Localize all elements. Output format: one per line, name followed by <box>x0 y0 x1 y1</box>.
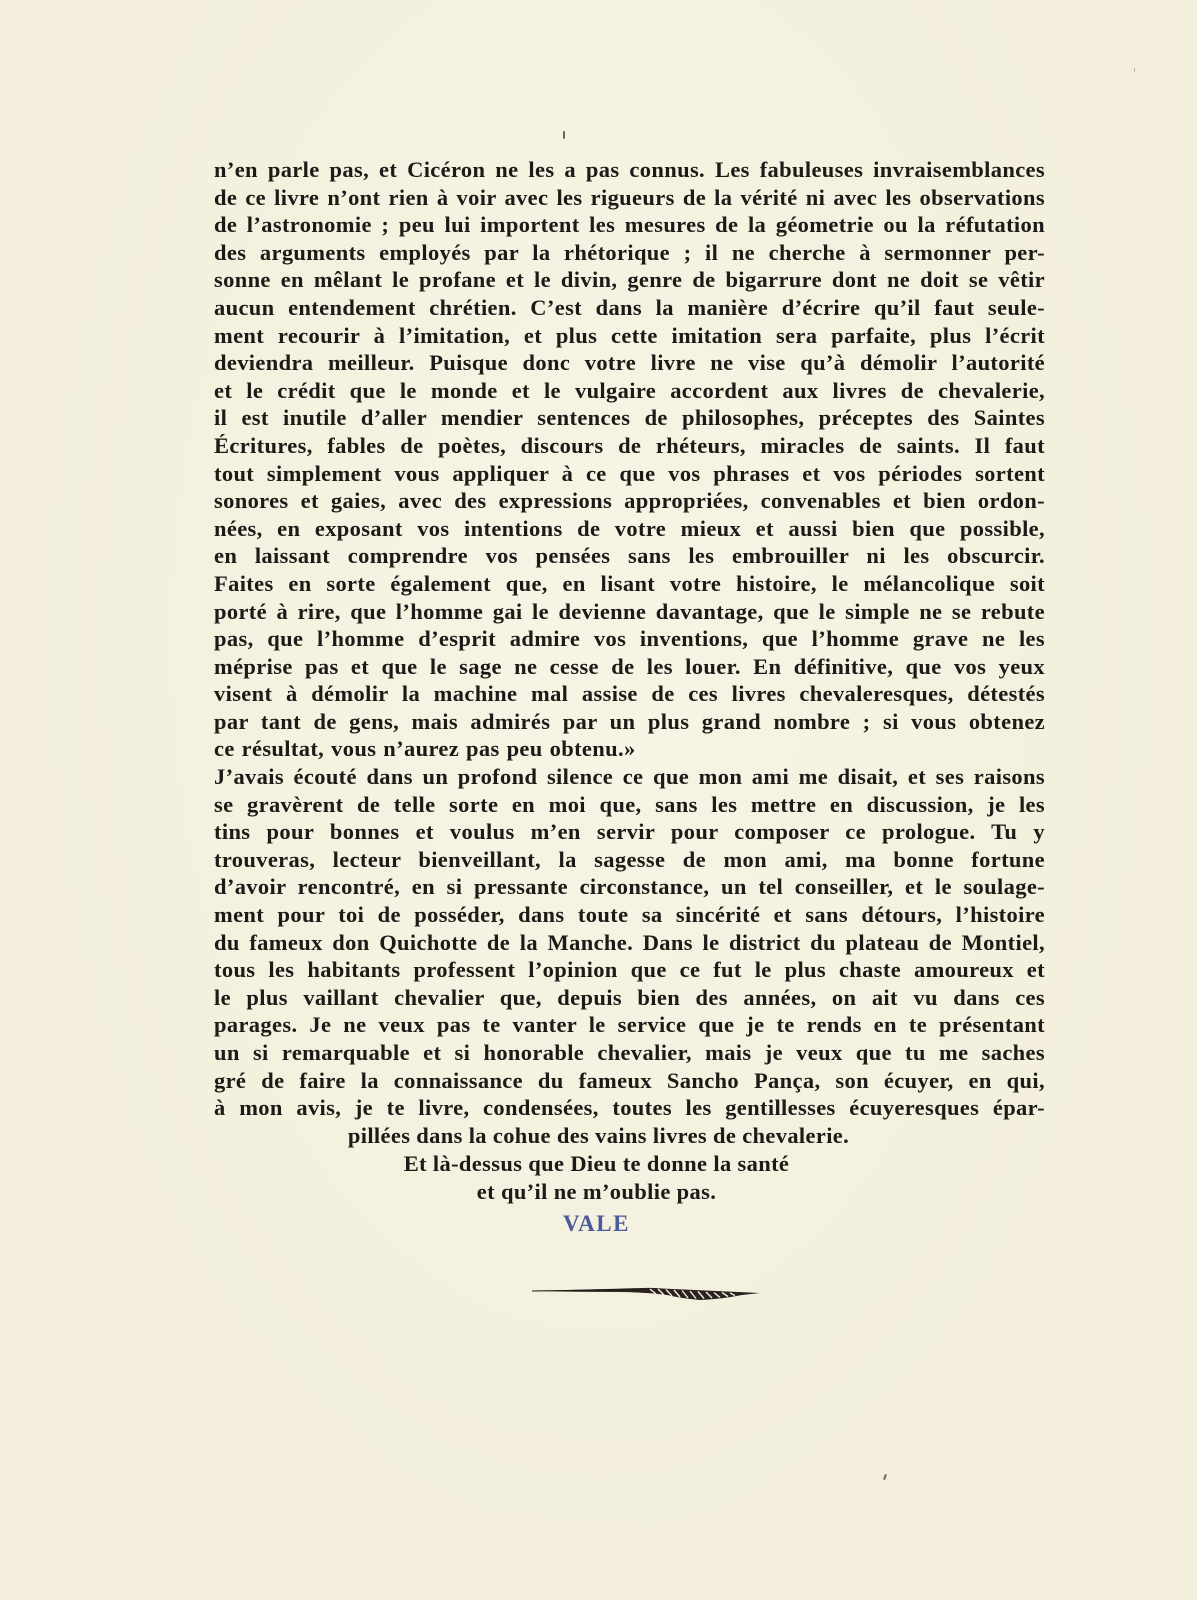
text-line: trouveras, lecteur bienveillant, la sagesse de mon ami, ma bonne fortune <box>214 846 1045 872</box>
closing-line: Et là-dessus que Dieu te donne la santé <box>403 1151 790 1176</box>
closing-line: pillées dans la cohue des vains livres de chevalerie. <box>347 1123 850 1148</box>
text-line: ment pour toi de posséder, dans toute sa sincérité et sans détours, l’histoire <box>214 902 1045 928</box>
text-line: d’avoir rencontré, en si pressante circonstance, un tel conseiller, et le soulage- <box>214 874 1045 900</box>
text-line-paragraph-end: ce résultat, vous n’aurez pas peu obtenu.» <box>214 736 636 762</box>
paper-speck <box>563 131 565 139</box>
text-line: ment recourir à l’imitation, et plus cette imitation sera parfaite, plus l’écrit <box>214 322 1045 348</box>
text-line: de ce livre n’ont rien à voir avec les rigueurs de la vérité ni avec les observations <box>214 184 1045 210</box>
text-line: tous les habitants professent l’opinion que ce fut le plus chaste amoureux et <box>214 957 1045 983</box>
text-line: à mon avis, je te livre, condensées, toutes les gentillesses écuyeresques épar- <box>214 1095 1045 1121</box>
text-line: des arguments employés par la rhétorique ; il ne cherche à sermonner per- <box>214 239 1045 265</box>
text-line: sonne en mêlant le profane et le divin, genre de bigarrure dont ne doit se vêtir <box>214 267 1045 293</box>
text-line: du fameux don Quichotte de la Manche. Dans le district du plateau de Montiel, <box>214 929 1045 955</box>
text-line: deviendra meilleur. Puisque donc votre livre ne vise qu’à démolir l’autorité <box>214 350 1045 376</box>
signature-vale: VALE <box>563 1211 630 1236</box>
text-line: sonores et gaies, avec des expressions appropriées, convenables et bien ordon- <box>214 488 1045 514</box>
text-line: visent à démolir la machine mal assise de ces livres chevaleresques, détestés <box>214 681 1045 707</box>
text-line: de l’astronomie ; peu lui importent les mesures de la géometrie ou la réfutation <box>214 212 1045 238</box>
text-line: Faites en sorte également que, en lisant votre histoire, le mélancolique soit <box>214 570 1045 596</box>
text-line: pas, que l’homme d’esprit admire vos inventions, que l’homme grave ne les <box>214 626 1045 652</box>
text-line: J’avais écouté dans un profond silence ce que mon ami me disait, et ses raisons <box>214 764 1045 790</box>
text-line: en laissant comprendre vos pensées sans les embrouiller ni les obscurcir. <box>214 543 1045 569</box>
body-text <box>214 156 1045 1122</box>
paper-speck <box>1134 68 1135 72</box>
text-line: par tant de gens, mais admirés par un plus grand nombre ; si vous obtenez <box>214 708 1045 734</box>
text-line: parages. Je ne veux pas te vanter le service que je te rends en te présentant <box>214 1012 1045 1038</box>
text-line: tins pour bonnes et voulus m’en servir pour composer ce prologue. Tu y <box>214 819 1045 845</box>
text-line: tout simplement vous appliquer à ce que vos phrases et vos périodes sortent <box>214 460 1045 486</box>
text-line: n’en parle pas, et Cicéron ne les a pas connus. Les fabuleuses invraisemblances <box>214 157 1045 182</box>
text-line: il est inutile d’aller mendier sentences de philosophes, préceptes des Saintes <box>214 405 1045 431</box>
text-line: aucun entendement chrétien. C’est dans la manière d’écrire qu’il faut seule- <box>214 294 1045 320</box>
text-line: un si remarquable et si honorable chevalier, mais je veux que tu me saches <box>214 1040 1045 1065</box>
text-line: Écritures, fables de poètes, discours de rhéteurs, miracles de saints. Il faut <box>214 432 1045 458</box>
text-line: gré de faire la connaissance du fameux Sancho Pança, son écuyer, en qui, <box>214 1067 1045 1093</box>
text-line: méprise pas et que le sage ne cesse de les louer. En définitive, que vos yeux <box>214 653 1045 679</box>
text-line: se gravèrent de telle sorte en moi que, sans les mettre en discussion, je les <box>214 791 1045 817</box>
quill-flourish-icon <box>532 1278 762 1302</box>
text-line: porté à rire, que l’homme gai le devienne davantage, que le simple ne se rebute <box>214 598 1045 624</box>
closing-line: et qu’il ne m’oublie pas. <box>476 1179 717 1204</box>
text-line: nées, en exposant vos intentions de votre mieux et aussi bien que possible, <box>214 515 1045 541</box>
text-line: et le crédit que le monde et le vulgaire accordent aux livres de chevalerie, <box>214 377 1045 403</box>
text-line: le plus vaillant chevalier que, depuis bien des années, on ait vu dans ces <box>214 984 1045 1010</box>
paper-speck <box>883 1474 887 1480</box>
